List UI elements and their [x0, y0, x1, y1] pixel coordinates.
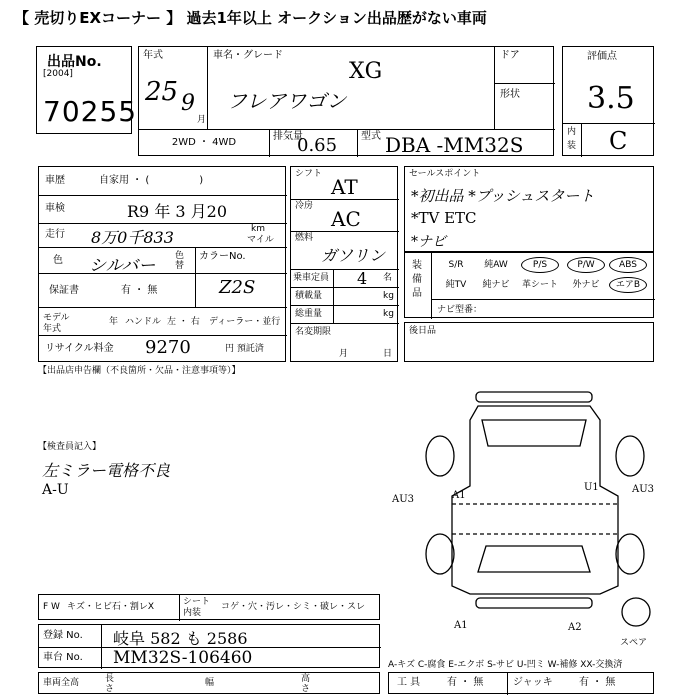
jack-options: 有 ・ 無 [579, 677, 616, 688]
weight-unit: kg [383, 309, 394, 319]
damage-a1-left: A1 [452, 490, 466, 501]
warranty-options: 有 ・ 無 [121, 285, 158, 296]
shift-value: AT [331, 175, 358, 199]
lot-year-tag: [2004] [43, 69, 73, 79]
note-label: 【出品店申告欄（不良箇所・欠品・注意事項等）】 [38, 366, 241, 376]
header-text: 【 売切りEXコーナー 】 過去1年以上 オークション出品歴がない車両 [14, 8, 487, 27]
chassis-label: 車台 No. [43, 652, 83, 663]
equipment-item: 純AW [484, 259, 508, 270]
load-unit: kg [383, 291, 394, 301]
capacity-unit: 名 [383, 273, 393, 283]
equipment-item: 革シート [521, 279, 558, 290]
color-no-value: Z2S [219, 277, 256, 298]
length-label: 長さ [105, 674, 115, 694]
interior-label-2: 装 [567, 141, 577, 151]
load-label: 積載量 [295, 291, 323, 301]
rating-label: 評価点 [587, 51, 617, 62]
seat-items: コゲ・穴・汚レ・シミ・破レ・スレ [221, 602, 366, 612]
year-value: 25 [145, 77, 179, 107]
name-change-label: 名変期限 [295, 327, 332, 337]
jack-label: ジャッキ [513, 677, 553, 688]
color-change-label: 色替 [175, 251, 185, 271]
damage-au3-left: AU3 [392, 494, 415, 505]
vehicle-box [138, 46, 554, 156]
height-label: 高さ [301, 674, 311, 694]
sales-line-1: *初出品 *プッシュスタート [411, 187, 595, 205]
interior-value: C [609, 127, 628, 155]
shape-label: 形状 [500, 89, 520, 100]
name-label: 車名・グレード [213, 50, 283, 61]
equipment-box [404, 252, 654, 318]
grade-value: XG [349, 59, 383, 84]
name-change-day: 日 [383, 349, 393, 359]
equipment-item: エアB [609, 277, 647, 293]
seat-label: シート内装 [183, 597, 211, 618]
damage-u1-right: U1 [584, 482, 599, 493]
inspector-line-2: A-U [42, 482, 69, 498]
history-box [38, 166, 286, 362]
warranty-label: 保証書 [49, 285, 79, 296]
size-label: 車両全高 [43, 678, 80, 688]
recycle-unit: 円 預託済 [225, 344, 264, 354]
header-bar [14, 4, 682, 30]
fw-options: キズ・ヒビ石・割レX [67, 602, 154, 612]
inspector-line-1: 左ミラー電格不良 [42, 461, 171, 480]
tools-options: 有 ・ 無 [447, 677, 484, 688]
name-value: フレアワゴン [227, 89, 347, 113]
damage-legend: A-キズ C-腐食 E-エクボ S-サビ U-凹ミ W-補修 XX-交換済 [388, 660, 623, 670]
ac-label: 冷房 [295, 201, 314, 211]
equipment-item: 純ナビ [482, 279, 510, 290]
damage-a1-bottom: A1 [454, 620, 468, 631]
sales-line-3: *ナビ [411, 234, 446, 250]
dealer-label: ディーラー・並行 [209, 317, 281, 327]
fuel-label: 燃料 [295, 233, 314, 243]
lot-label: 出品No. [47, 54, 102, 70]
recycle-label: リサイクル料金 [45, 343, 114, 354]
ac-value: AC [331, 207, 361, 231]
mileage-unit-km: km [251, 224, 265, 234]
model-value: DBA -MM32S [385, 133, 524, 157]
model-year-unit: 年 [109, 317, 119, 327]
equipment-item: S/R [448, 259, 464, 270]
mileage-unit-mile: マイル [247, 235, 274, 245]
mileage-value: 8万0千833 [91, 228, 174, 247]
damage-au3-right: AU3 [632, 484, 655, 495]
equipment-label: 装備品 [412, 260, 422, 299]
inspection-label: 車検 [45, 203, 65, 214]
sales-label: セールスポイント [409, 169, 481, 179]
equipment-item: ABS [609, 257, 647, 273]
size-box [38, 672, 380, 694]
sales-line-2: *TV ETC [411, 209, 477, 227]
car-diagram [390, 386, 680, 636]
recycle-value: 9270 [145, 337, 191, 358]
after-label: 後日品 [409, 326, 437, 336]
sales-box [404, 166, 654, 252]
rating-value: 3.5 [587, 81, 635, 116]
inspector-area [38, 442, 378, 592]
drivetrain-box [290, 166, 398, 362]
interior-label-1: 内 [567, 127, 577, 137]
capacity-value: 4 [357, 269, 368, 288]
width-label: 幅 [205, 678, 215, 688]
model-label: 型式 [361, 131, 381, 142]
handle-options: 左 ・ 右 [167, 317, 200, 327]
door-label: ドア [500, 50, 520, 61]
inspector-label: 【検査員記入】 [38, 442, 102, 452]
color-no-label: カラーNo. [199, 251, 246, 262]
spare-label: スペア [620, 638, 648, 648]
drive-label: 2WD ・ 4WD [171, 137, 237, 148]
interior-row [38, 594, 380, 620]
equipment-item: P/S [521, 257, 559, 273]
color-label: 色 [53, 255, 63, 266]
shift-label: シフト [295, 169, 323, 179]
color-value: シルバー [89, 256, 156, 276]
weight-label: 総重量 [295, 309, 323, 319]
month-unit: 月 [197, 115, 207, 125]
damage-a2-bottom: A2 [568, 622, 582, 633]
handle-label: ハンドル [125, 317, 162, 327]
tools-label: 工 具 [397, 677, 421, 688]
displacement-value: 0.65 [297, 135, 338, 156]
year-label: 年式 [143, 50, 163, 61]
mileage-label: 走行 [45, 229, 65, 240]
lot-number: 70255 [43, 95, 138, 128]
registration-box [38, 624, 380, 668]
rating-box [562, 46, 654, 156]
displacement-label: 排気量 [273, 131, 303, 142]
inspection-value: R9 年 3 月20 [127, 202, 228, 221]
history-options: 自家用 ・ ( ) [99, 175, 204, 186]
fw-label: F W [43, 602, 60, 612]
after-box [404, 322, 654, 362]
name-change-month: 月 [339, 349, 349, 359]
equipment-item: 純TV [445, 279, 467, 290]
reg-value: 岐阜 582 も 2586 [113, 629, 248, 648]
equipment-item: 外ナビ [572, 279, 600, 290]
tools-box [388, 672, 654, 694]
month-value: 9 [181, 91, 195, 116]
model-year-label: モデル年式 [43, 313, 70, 334]
lot-box [36, 46, 138, 134]
history-label: 車歴 [45, 175, 65, 186]
equipment-item: P/W [567, 257, 605, 273]
capacity-label: 乗車定員 [293, 273, 330, 283]
reg-label: 登録 No. [43, 630, 83, 641]
fuel-value: ガソリン [321, 246, 386, 265]
chassis-value: MM32S-106460 [113, 648, 253, 668]
navi-label: ナビ型番： [437, 305, 483, 315]
